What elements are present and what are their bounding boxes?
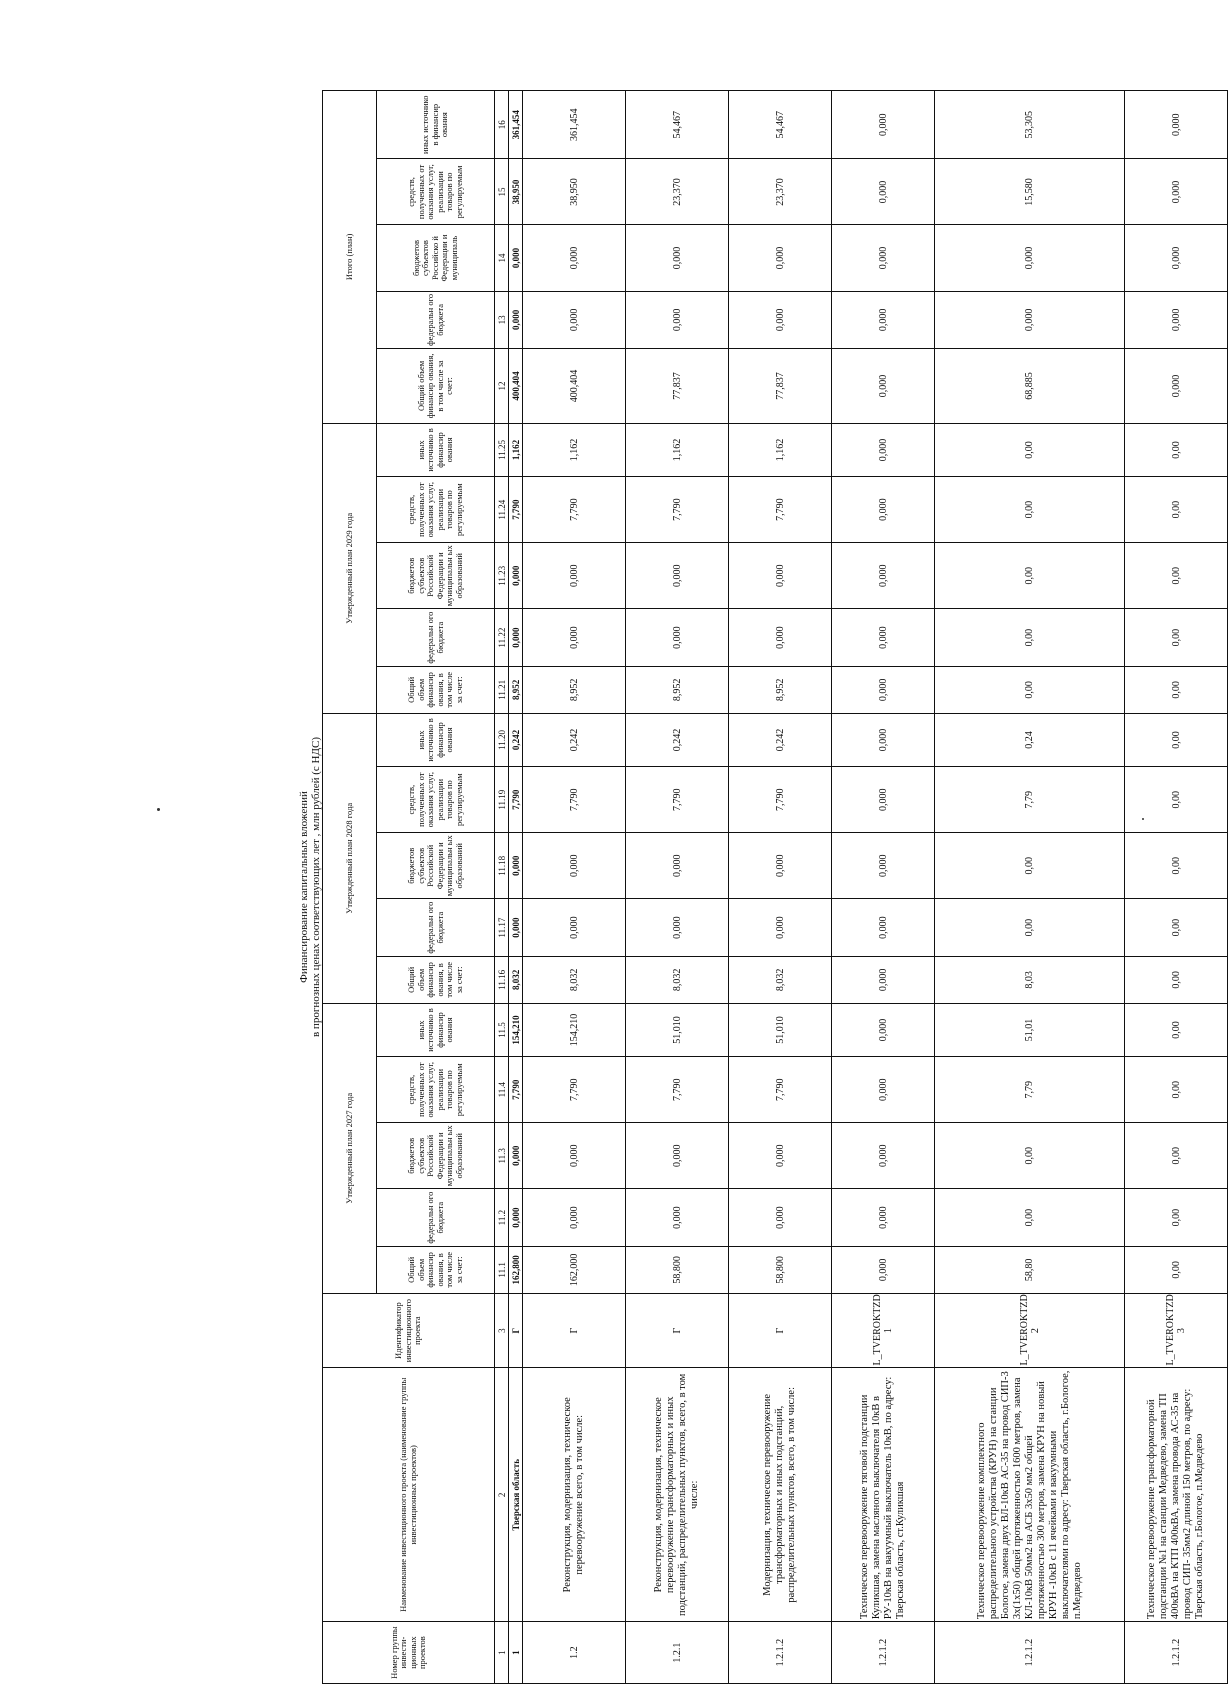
column-number-row (495, 91, 509, 1684)
subheader-other-sources: иных источнико в финансир ования (377, 713, 495, 766)
value-cell: 0,000 (832, 666, 935, 713)
value-cell: 54,467 (626, 91, 729, 159)
value-cell: 0,000 (1125, 291, 1228, 349)
value-cell: 154,210 (523, 1003, 626, 1056)
value-cell: 38,950 (509, 159, 523, 225)
value-cell: 7,790 (509, 767, 523, 833)
value-cell: 0,000 (1125, 225, 1228, 291)
value-cell: 8,032 (509, 956, 523, 1003)
value-cell: 0,000 (523, 225, 626, 291)
value-cell: 7,79 (935, 767, 1125, 833)
value-cell: 0,00 (1125, 713, 1228, 766)
value-cell: 0,000 (509, 833, 523, 899)
table-row (832, 91, 935, 1684)
subheader-regional-budgets: бюджетов субъектов Российско й Федерации и муниципаль (377, 225, 495, 291)
value-cell: 0,000 (935, 291, 1125, 349)
value-cell: 0,00 (1125, 1246, 1228, 1293)
value-cell: 0,000 (523, 833, 626, 899)
subheader-regional-budgets: бюджетов субъектов Российской Федерации и муниципальн ых образований (377, 833, 495, 899)
row-number: 1.2.1 (626, 1622, 729, 1684)
value-cell: 0,000 (1125, 159, 1228, 225)
value-cell: 0,00 (1125, 1003, 1228, 1056)
value-cell: 1,162 (509, 423, 523, 476)
value-cell: 0,000 (832, 609, 935, 667)
column-number-cell: 11.5 (495, 1003, 509, 1056)
value-cell: 0,000 (832, 291, 935, 349)
value-cell: 38,950 (523, 159, 626, 225)
value-cell: 0,000 (832, 899, 935, 957)
value-cell: 7,790 (509, 477, 523, 543)
value-cell: 8,952 (509, 666, 523, 713)
header-plan-2029: Утвержденный план 2029 года (323, 423, 377, 713)
value-cell: 0,242 (626, 713, 729, 766)
column-number-cell: 11.21 (495, 666, 509, 713)
scan-speck (157, 808, 160, 811)
subheader-other-sources: иных источнико в финансир ования (377, 91, 495, 159)
value-cell: 8,952 (523, 666, 626, 713)
value-cell: 51,010 (729, 1003, 832, 1056)
column-number-cell: 11.25 (495, 423, 509, 476)
value-cell: 0,000 (626, 291, 729, 349)
value-cell: 0,00 (935, 1123, 1125, 1189)
subheader-federal-budget: федеральн ого бюджета (377, 609, 495, 667)
value-cell: 58,800 (729, 1246, 832, 1293)
value-cell: 7,79 (935, 1057, 1125, 1123)
value-cell: 0,000 (729, 899, 832, 957)
value-cell: 1,162 (523, 423, 626, 476)
value-cell: 0,000 (832, 833, 935, 899)
value-cell: 0,24 (935, 713, 1125, 766)
subheader-regional-budgets: бюджетов субъектов Российской Федерации и муниципальн ых образований (377, 543, 495, 609)
value-cell: 0,000 (509, 543, 523, 609)
row-id: Г (729, 1293, 832, 1368)
caption-line-2: в прогнозных ценах соответствующих лет , млн рублей (с НДС) (310, 736, 322, 1038)
value-cell: 0,000 (832, 225, 935, 291)
table-row (1125, 91, 1228, 1684)
value-cell: 0,000 (626, 899, 729, 957)
value-cell: 8,032 (729, 956, 832, 1003)
subheader-total-volume: Общий объем финансир ования, в том числе за счет: (377, 1246, 495, 1293)
row-name: Техническое перевооружение трансформаторной подстанции №1 на станции Медведево, замена ТП 400кВА на КТП 400кВА, замена провода АС-35 на провод СИП- 35мм2 длиной 150 метров, по адресу: Тверская область, г.Бологое, п.Медведево (1125, 1368, 1228, 1622)
financing-table (322, 90, 1228, 1684)
value-cell: 0,00 (1125, 767, 1228, 833)
column-number-cell: 11.17 (495, 899, 509, 957)
header-project-name: Наименование инвестиционного проекта (наименование группы инвестиционных проектов) (323, 1368, 495, 1622)
column-number-cell: 11.24 (495, 477, 509, 543)
value-cell: 7,790 (626, 477, 729, 543)
value-cell: 0,000 (509, 1189, 523, 1247)
value-cell: 0,000 (935, 225, 1125, 291)
value-cell: 51,010 (626, 1003, 729, 1056)
value-cell: 162,800 (509, 1246, 523, 1293)
row-number: 1.2.1.2 (935, 1622, 1125, 1684)
value-cell: 0,000 (626, 1189, 729, 1247)
value-cell: 0,000 (832, 1057, 935, 1123)
value-cell: 361,454 (509, 91, 523, 159)
value-cell: 0,000 (832, 1246, 935, 1293)
value-cell: 0,000 (832, 1123, 935, 1189)
row-id: Г (509, 1293, 523, 1368)
value-cell: 0,00 (935, 666, 1125, 713)
value-cell: 7,790 (729, 1057, 832, 1123)
value-cell: 0,000 (729, 609, 832, 667)
value-cell: 0,000 (729, 291, 832, 349)
value-cell: 53,305 (935, 91, 1125, 159)
value-cell: 0,000 (729, 833, 832, 899)
subheader-regional-budgets: бюджетов субъектов Российской Федерации и муниципальн ых образований (377, 1123, 495, 1189)
column-number-cell: 11.3 (495, 1123, 509, 1189)
value-cell: 0,00 (935, 477, 1125, 543)
header-group-number: Номер группы инвести-ционных проектов (323, 1622, 495, 1684)
value-cell: 0,00 (1125, 956, 1228, 1003)
value-cell: 77,837 (729, 349, 832, 424)
column-number-cell: 11.22 (495, 609, 509, 667)
value-cell: 0,242 (523, 713, 626, 766)
value-cell: 0,000 (729, 1189, 832, 1247)
column-number-cell: 2 (495, 1368, 509, 1622)
row-name: Модернизация, техническое перевооружение трансформаторных и иных подстанций, распределительных пунктов, всего, в том числе: (729, 1368, 832, 1622)
value-cell: 54,467 (729, 91, 832, 159)
value-cell: 0,00 (1125, 833, 1228, 899)
value-cell: 7,790 (729, 767, 832, 833)
row-id: Г (626, 1293, 729, 1368)
value-cell: 0,000 (1125, 91, 1228, 159)
value-cell: 0,00 (935, 899, 1125, 957)
row-name: Техническое перевооружение тяговой подстанции Куликшая, замена масляного выключателя 10кВ в РУ-10кВ на вакуумный выключатель 10кВ, по адресу: Тверская область, ст.Куликшая (832, 1368, 935, 1622)
value-cell: 0,000 (832, 767, 935, 833)
row-id: L_TVEROKTZD 3 (1125, 1293, 1228, 1368)
value-cell: 8,952 (729, 666, 832, 713)
table-row (509, 91, 523, 1684)
row-name: Тверская область (509, 1368, 523, 1622)
value-cell: 0,000 (626, 609, 729, 667)
column-number-cell: 11.2 (495, 1189, 509, 1247)
subheader-regulated-revenue: средств, полученных от оказания услуг, реализации товаров по регулируемым (377, 159, 495, 225)
value-cell: 0,242 (509, 713, 523, 766)
table-row (729, 91, 832, 1684)
value-cell: 8,03 (935, 956, 1125, 1003)
value-cell: 0,000 (1125, 349, 1228, 424)
value-cell: 0,000 (832, 159, 935, 225)
column-number-cell: 11.18 (495, 833, 509, 899)
value-cell: 0,00 (1125, 666, 1228, 713)
column-number-cell: 11.4 (495, 1057, 509, 1123)
subheader-regulated-revenue: средств, полученных от оказания услуг, реализации товаров по регулируемым (377, 477, 495, 543)
value-cell: 0,000 (832, 956, 935, 1003)
value-cell: 1,162 (729, 423, 832, 476)
value-cell: 23,370 (729, 159, 832, 225)
row-id: L_TVEROKTZD 2 (935, 1293, 1125, 1368)
row-id: Г (523, 1293, 626, 1368)
value-cell: 58,80 (935, 1246, 1125, 1293)
value-cell: 400,404 (509, 349, 523, 424)
subheader-other-sources: иных источнико в финансир ования (377, 1003, 495, 1056)
row-number: 1 (509, 1622, 523, 1684)
value-cell: 15,580 (935, 159, 1125, 225)
subheader-federal-budget: федеральн ого бюджета (377, 1189, 495, 1247)
value-cell: 58,800 (626, 1246, 729, 1293)
value-cell: 162,000 (523, 1246, 626, 1293)
value-cell: 0,00 (935, 543, 1125, 609)
column-number-cell: 12 (495, 349, 509, 424)
column-number-cell: 11.16 (495, 956, 509, 1003)
table-row (626, 91, 729, 1684)
value-cell: 77,837 (626, 349, 729, 424)
value-cell: 0,000 (729, 225, 832, 291)
value-cell: 7,790 (523, 1057, 626, 1123)
value-cell: 51,01 (935, 1003, 1125, 1056)
value-cell: 0,00 (1125, 1057, 1228, 1123)
value-cell: 0,00 (1125, 609, 1228, 667)
table-row (935, 91, 1125, 1684)
value-cell: 361,454 (523, 91, 626, 159)
header-project-id: Идентификатор инвестиционного проекта (323, 1293, 495, 1368)
value-cell: 0,000 (626, 1123, 729, 1189)
column-number-cell: 1 (495, 1622, 509, 1684)
value-cell: 0,00 (935, 609, 1125, 667)
value-cell: 0,00 (1125, 543, 1228, 609)
value-cell: 7,790 (509, 1057, 523, 1123)
header-plan-2028: Утвержденный план 2028 года (323, 713, 377, 1003)
column-number-cell: 15 (495, 159, 509, 225)
value-cell: 0,000 (832, 423, 935, 476)
row-name: Техническое перевооружение комплектного распределительного устройства (КРУН) на станции Бологое, замена двух ВЛ-10кВ АС-35 на провод СИП-3 3х(1х50) общей протяженностью 1600 метров, замена КЛ-10кВ 50мм2 на АСБ 3х50 мм2 общей протяженностью 300 метров, замена КРУН на новый КРУН -10кВ с 11 ячейками и вакуумными выключателями по адресу: Тверская область, г.Бологое, п.Медведево (935, 1368, 1125, 1622)
value-cell: 0,00 (1125, 423, 1228, 476)
row-number: 1.2.1.2 (832, 1622, 935, 1684)
value-cell: 0,000 (523, 1189, 626, 1247)
value-cell: 0,000 (626, 543, 729, 609)
value-cell: 0,00 (935, 1189, 1125, 1247)
value-cell: 0,00 (1125, 1123, 1228, 1189)
value-cell: 0,000 (729, 1123, 832, 1189)
column-number-cell: 3 (495, 1293, 509, 1368)
subheader-total-volume: Общий объем финансир ования, в том числе за счет: (377, 666, 495, 713)
value-cell: 7,790 (523, 477, 626, 543)
value-cell: 0,000 (509, 899, 523, 957)
value-cell: 8,032 (626, 956, 729, 1003)
row-number: 1.2.1.2 (729, 1622, 832, 1684)
value-cell: 0,00 (935, 833, 1125, 899)
value-cell: 0,000 (832, 1189, 935, 1247)
value-cell: 0,000 (832, 477, 935, 543)
row-name: Реконструкция, модернизация, техническое перевооружение трансформаторных и иных подстанций, распределительных пунктов, всего, в том числе: (626, 1368, 729, 1622)
row-number: 1.2.1.2 (1125, 1622, 1228, 1684)
caption-line-1: Финансирование капитальных вложений (298, 791, 310, 983)
table-body (495, 91, 1228, 1684)
subheader-total-volume: Общий объем финансир ования, в том числе за счет: (377, 349, 495, 424)
value-cell: 0,000 (523, 291, 626, 349)
column-number-cell: 11.23 (495, 543, 509, 609)
subheader-regulated-revenue: средств, полученных от оказания услуг, реализации товаров по регулируемым (377, 767, 495, 833)
value-cell: 8,032 (523, 956, 626, 1003)
value-cell: 0,242 (729, 713, 832, 766)
row-id: L_TVEROKTZD 1 (832, 1293, 935, 1368)
value-cell: 0,00 (935, 423, 1125, 476)
value-cell: 0,000 (523, 543, 626, 609)
column-number-cell: 11.19 (495, 767, 509, 833)
header-plan-2027: Утвержденный план 2027 года (323, 1003, 377, 1293)
value-cell: 0,000 (832, 91, 935, 159)
value-cell: 0,000 (509, 609, 523, 667)
value-cell: 23,370 (626, 159, 729, 225)
subheader-other-sources: иных источнико в финансир ования (377, 423, 495, 476)
value-cell: 7,790 (626, 767, 729, 833)
column-number-cell: 13 (495, 291, 509, 349)
value-cell: 8,952 (626, 666, 729, 713)
value-cell: 7,790 (729, 477, 832, 543)
subheader-total-volume: Общий объем финансир ования, в том числе за счет: (377, 956, 495, 1003)
value-cell: 68,885 (935, 349, 1125, 424)
subheader-regulated-revenue: средств, полученных от оказания услуг, реализации товаров по регулируемым (377, 1057, 495, 1123)
subheader-federal-budget: федеральн ого бюджета (377, 291, 495, 349)
value-cell: 1,162 (626, 423, 729, 476)
column-number-cell: 11.1 (495, 1246, 509, 1293)
value-cell: 0,000 (509, 1123, 523, 1189)
value-cell: 0,000 (523, 1123, 626, 1189)
value-cell: 0,000 (832, 713, 935, 766)
value-cell: 0,000 (523, 609, 626, 667)
row-number: 1.2 (523, 1622, 626, 1684)
subheader-federal-budget: федеральн ого бюджета (377, 899, 495, 957)
value-cell: 400,404 (523, 349, 626, 424)
value-cell: 0,000 (509, 291, 523, 349)
value-cell: 0,00 (1125, 477, 1228, 543)
value-cell: 7,790 (523, 767, 626, 833)
value-cell: 0,000 (626, 225, 729, 291)
header-total-plan: Итого (план) (323, 91, 377, 424)
value-cell: 0,00 (1125, 899, 1228, 957)
table-row (523, 91, 626, 1684)
value-cell: 7,790 (626, 1057, 729, 1123)
value-cell: 0,000 (509, 225, 523, 291)
value-cell: 0,000 (626, 833, 729, 899)
value-cell: 0,000 (832, 349, 935, 424)
rotated-table-page (298, 90, 1205, 1684)
column-number-cell: 14 (495, 225, 509, 291)
row-name: Реконструкция, модернизация, техническое перевооружение всего, в том числе: (523, 1368, 626, 1622)
column-number-cell: 11.20 (495, 713, 509, 766)
value-cell: 0,000 (832, 543, 935, 609)
value-cell: 0,000 (832, 1003, 935, 1056)
column-number-cell: 16 (495, 91, 509, 159)
value-cell: 154,210 (509, 1003, 523, 1056)
value-cell: 0,000 (729, 543, 832, 609)
value-cell: 0,000 (523, 899, 626, 957)
value-cell: 0,00 (1125, 1189, 1228, 1247)
